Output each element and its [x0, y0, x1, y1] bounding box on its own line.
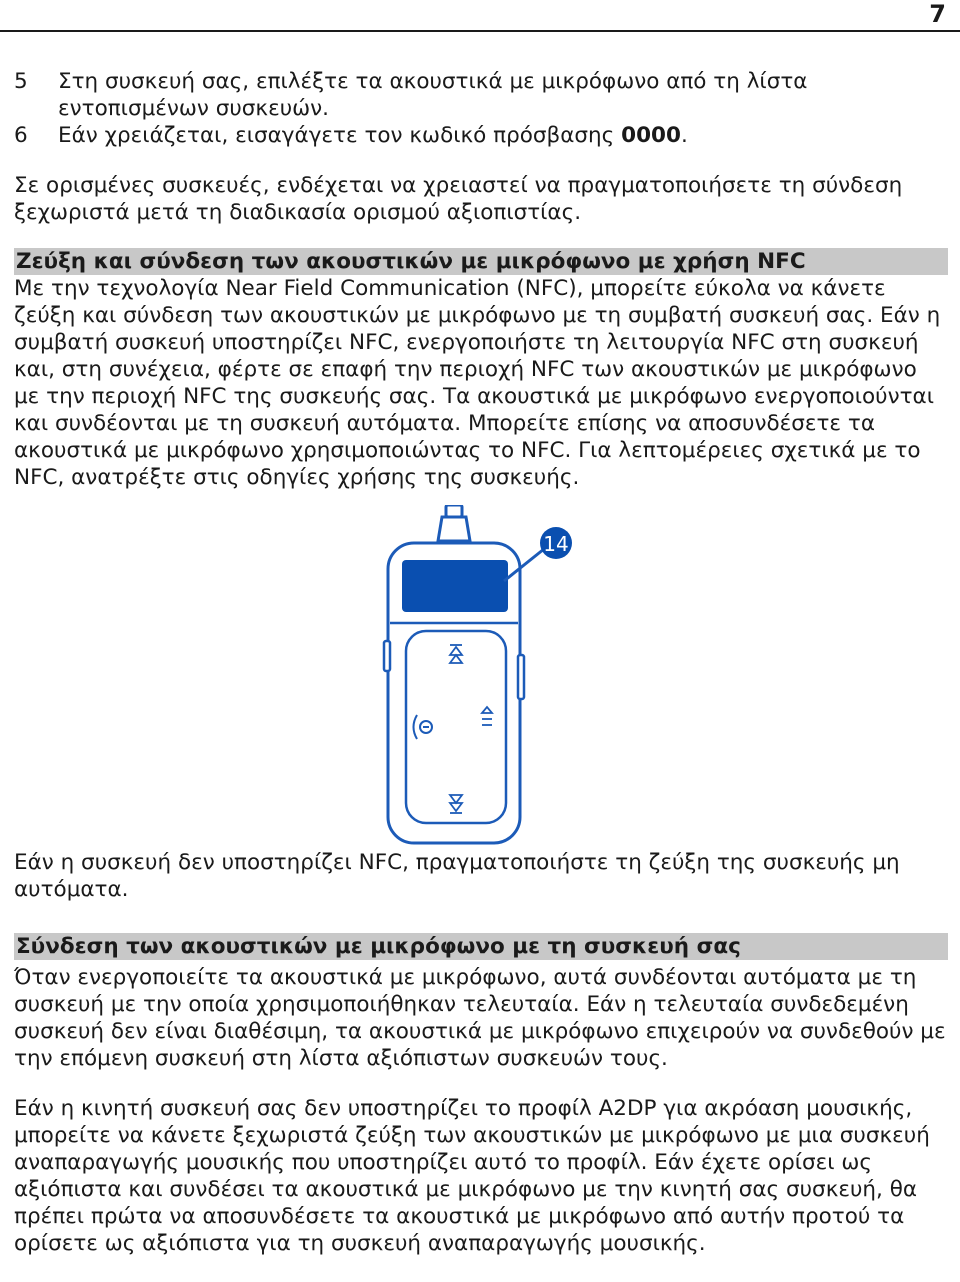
step-text-prefix: Εάν χρειάζεται, εισαγάγετε τον κωδικό πρόσβασης — [58, 123, 622, 148]
headset-neck — [438, 517, 470, 541]
step-number: 6 — [14, 123, 28, 148]
connect-section-heading: Σύνδεση των ακουστικών με μικρόφωνο με τη συσκευή σας — [14, 933, 948, 960]
side-button-left — [384, 641, 390, 671]
nfc-section-body: Με την τεχνολογία Near Field Communication (NFC), μπορείτε εύκολα να κάνετε ζεύξη και σύνδεση των ακουστικών με μικρόφωνο με τη συμβατή συσκευή σας. Εάν η συμβατή συσκευή υποστηρίζει NFC, ενεργοποιήστε τη λειτουργία NFC στη συσκευή και, στη συνέχεια, φέρτε σε επαφή την περιοχή NFC των ακουστικών με μικρόφωνο με την περιοχή NFC της συσκευής σας. Τα ακουστικά με μικρόφωνο ενεργοποιούνται και συνδέονται με τη συσκευή αυτόματα. Μπορείτε επίσης να αποσυνδέσετε τα ακουστικά με μικρόφωνο χρησιμοποιώντας το NFC. Για λεπτομέρειες σχετικά με το NFC, ανατρέξτε στις οδηγίες χρήσης της συσκευής. — [14, 276, 941, 490]
step-6 — [14, 122, 948, 149]
nfc-section-heading: Ζεύξη και σύνδεση των ακουστικών με μικρόφωνο με χρήση NFC — [14, 248, 948, 275]
side-button-right — [518, 655, 524, 699]
passcode: 0000 — [621, 123, 681, 148]
step-text: Στη συσκευή σας, επιλέξτε τα ακουστικά με μικρόφωνο από τη λίστα εντοπισμένων συσκευών. — [58, 69, 808, 121]
headset-stub — [446, 505, 462, 517]
page-content — [14, 68, 948, 1257]
step-5 — [14, 68, 948, 122]
headset-illustration — [14, 505, 948, 849]
connect-para-1: Όταν ενεργοποιείτε τα ακουστικά με μικρόφωνο, αυτά συνδέονται αυτόματα με τη συσκευή με την οποία χρησιμοποιήθηκαν τελευταία. Εάν η τελευταία συνδεδεμένη συσκευή δεν είναι διαθέσιμη, τα ακουστικά με μικρόφωνο επιχειρούν να συνδεθούν με την επόμενη συσκευή στη λίστα αξιόπιστων συσκευών τους. — [14, 965, 946, 1071]
pairing-note: Σε ορισμένες συσκευές, ενδέχεται να χρειαστεί να πραγματοποιήσετε τη σύνδεση ξεχωριστά μετά τη διαδικασία ορισμού αξιοπιστίας. — [14, 173, 903, 225]
connect-para-2: Εάν η κινητή συσκευή σας δεν υποστηρίζει το προφίλ A2DP για ακρόαση μουσικής, μπορείτε να κάνετε ξεχωριστά ζεύξη των ακουστικών με μικρόφωνο με μια συσκευή αναπαραγωγής μουσικής που υποστηρίζει αυτό το προφίλ. Εάν έχετε ορίσει ως αξιόπιστα και συνδέσει τα ακουστικά με μικρόφωνο με την κινητή σας συσκευή, θα πρέπει πρώτα να αποσυνδέσετε τα ακουστικά με μικρόφωνο από αυτήν προτού τα ορίσετε ως αξιόπιστα για τη συσκευή αναπαραγωγής μουσικής. — [14, 1096, 930, 1256]
step-text-suffix: . — [680, 123, 688, 148]
nfc-area — [402, 560, 508, 612]
page-number: 7 — [929, 0, 946, 28]
non-nfc-note: Εάν η συσκευή δεν υποστηρίζει NFC, πραγματοποιήστε τη ζεύξη της συσκευής μη αυτόματα. — [14, 850, 900, 902]
callout-number: 14 — [543, 532, 569, 556]
step-number: 5 — [14, 69, 28, 94]
headset-nfc-figure — [14, 505, 948, 849]
step-text — [58, 122, 948, 149]
top-rule — [0, 30, 960, 32]
